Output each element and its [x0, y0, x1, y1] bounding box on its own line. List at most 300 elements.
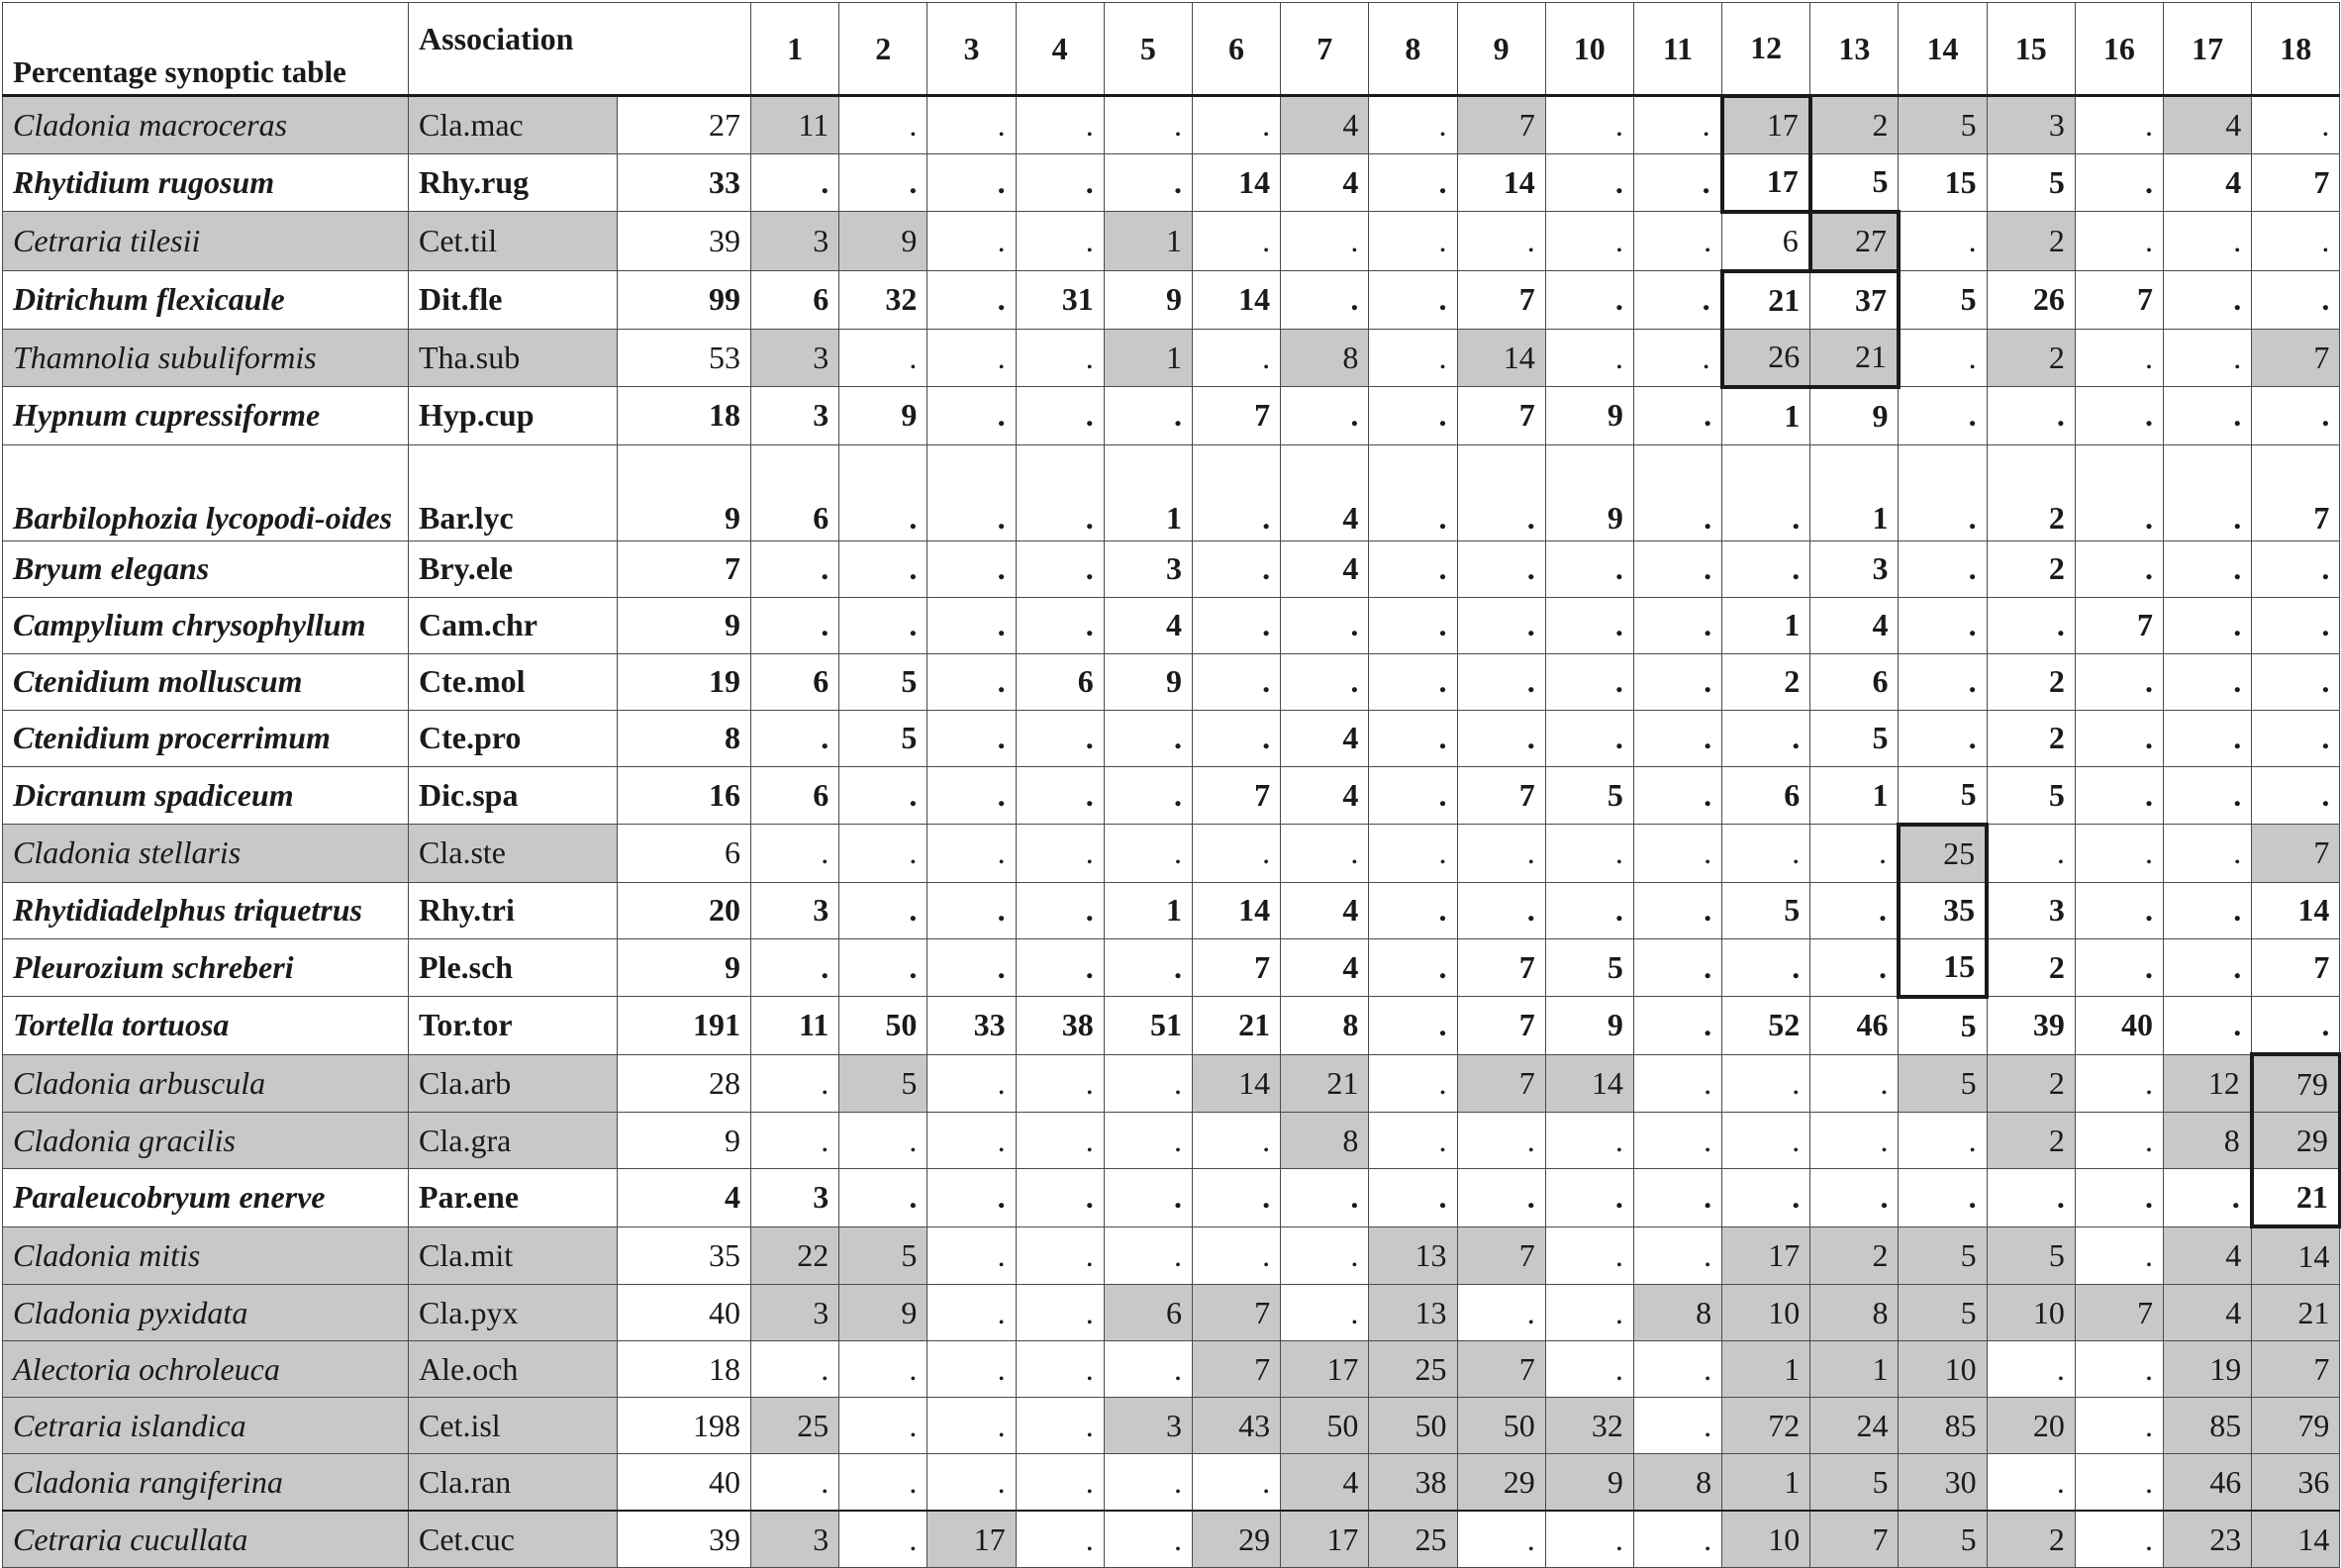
value-cell: .	[2164, 444, 2252, 540]
species-total-cell: 99	[618, 271, 751, 330]
value-cell: 4	[1281, 882, 1369, 938]
value-cell: .	[927, 540, 1016, 597]
header-row	[3, 3, 2340, 96]
value-cell: .	[1016, 766, 1104, 825]
value-cell: .	[1104, 1113, 1192, 1169]
value-cell: .	[1104, 1226, 1192, 1285]
value-cell: .	[1545, 1226, 1633, 1285]
value-cell: .	[1457, 882, 1545, 938]
table-row	[3, 1169, 2340, 1227]
species-name-cell: Cladonia mitis	[3, 1226, 409, 1285]
value-cell: .	[1016, 329, 1104, 387]
value-cell: .	[1545, 271, 1633, 330]
value-cell: 4	[1281, 710, 1369, 766]
value-cell: .	[1633, 882, 1721, 938]
species-abbreviation-cell: Cte.mol	[409, 653, 618, 710]
value-cell: .	[839, 1113, 927, 1169]
species-abbreviation-cell: Cla.arb	[409, 1054, 618, 1113]
value-cell: .	[1369, 825, 1457, 883]
table-row	[3, 1341, 2340, 1398]
table-row	[3, 96, 2340, 154]
value-cell: 1	[1810, 766, 1899, 825]
value-cell: .	[2075, 1398, 2163, 1454]
value-cell: .	[1104, 153, 1192, 212]
value-cell: 7	[1192, 387, 1280, 445]
value-cell: .	[1633, 387, 1721, 445]
value-cell: 9	[839, 1285, 927, 1341]
value-cell: .	[839, 882, 927, 938]
value-cell: 7	[1457, 96, 1545, 154]
value-cell: .	[1016, 153, 1104, 212]
species-total-cell: 7	[618, 540, 751, 597]
species-total-cell: 9	[618, 597, 751, 653]
species-abbreviation-cell: Cla.ran	[409, 1454, 618, 1512]
table-row	[3, 938, 2340, 997]
species-total-cell: 16	[618, 766, 751, 825]
value-cell: 7	[2252, 444, 2340, 540]
column-header: 18	[2252, 3, 2340, 96]
table-row	[3, 1054, 2340, 1113]
species-abbreviation-cell: Cla.ste	[409, 825, 618, 883]
value-cell: .	[1633, 1511, 1721, 1568]
value-cell: 6	[1810, 653, 1899, 710]
value-cell: .	[2075, 1454, 2163, 1512]
value-cell: 17	[1722, 1226, 1810, 1285]
value-cell: .	[1281, 825, 1369, 883]
value-cell: 1	[1722, 597, 1810, 653]
value-cell: .	[1104, 1454, 1192, 1512]
value-cell: 5	[1899, 1511, 1987, 1568]
value-cell: .	[1369, 96, 1457, 154]
value-cell: .	[1369, 444, 1457, 540]
column-header: 1	[751, 3, 839, 96]
value-cell: .	[927, 1285, 1016, 1341]
value-cell: .	[1192, 653, 1280, 710]
value-cell: .	[2164, 540, 2252, 597]
value-cell: .	[2075, 825, 2163, 883]
value-cell: .	[2075, 1341, 2163, 1398]
value-cell: .	[1633, 997, 1721, 1055]
value-cell: .	[839, 540, 927, 597]
value-cell: 9	[1810, 387, 1899, 445]
value-cell: 85	[1899, 1398, 1987, 1454]
table-row	[3, 271, 2340, 330]
column-header: 16	[2075, 3, 2163, 96]
value-cell: 1	[1722, 1341, 1810, 1398]
value-cell: 15	[1899, 153, 1987, 212]
value-cell: .	[1633, 825, 1721, 883]
value-cell: 7	[2252, 153, 2340, 212]
value-cell: 14	[1192, 153, 1280, 212]
value-cell: 6	[1722, 766, 1810, 825]
value-cell: 4	[2164, 96, 2252, 154]
value-cell: 17	[1281, 1341, 1369, 1398]
value-cell: 13	[1369, 1226, 1457, 1285]
value-cell: .	[2252, 271, 2340, 330]
value-cell: .	[2075, 1054, 2163, 1113]
value-cell: .	[927, 153, 1016, 212]
value-cell: 2	[1810, 96, 1899, 154]
value-cell: .	[2164, 653, 2252, 710]
value-cell: .	[927, 653, 1016, 710]
value-cell: .	[1104, 1054, 1192, 1113]
value-cell: 2	[1987, 1054, 2075, 1113]
value-cell: .	[1545, 710, 1633, 766]
value-cell: .	[1192, 96, 1280, 154]
column-header: 11	[1633, 3, 1721, 96]
value-cell: .	[751, 153, 839, 212]
table-row	[3, 825, 2340, 883]
species-abbreviation-cell: Cla.pyx	[409, 1285, 618, 1341]
species-name-cell: Cetraria cucullata	[3, 1511, 409, 1568]
value-cell: .	[2252, 710, 2340, 766]
value-cell: 4	[1281, 96, 1369, 154]
value-cell: 3	[751, 882, 839, 938]
value-cell: 4	[1810, 597, 1899, 653]
value-cell: 7	[1810, 1511, 1899, 1568]
value-cell: 5	[1899, 1285, 1987, 1341]
value-cell: .	[1369, 1054, 1457, 1113]
species-name-cell: Ctenidium molluscum	[3, 653, 409, 710]
value-cell: 25	[751, 1398, 839, 1454]
table-row	[3, 1454, 2340, 1512]
value-cell: 14	[2252, 1511, 2340, 1568]
value-cell: 5	[1987, 153, 2075, 212]
species-total-cell: 27	[618, 96, 751, 154]
value-cell: .	[839, 825, 927, 883]
value-cell: .	[1369, 766, 1457, 825]
value-cell: 50	[1281, 1398, 1369, 1454]
value-cell: .	[1722, 1054, 1810, 1113]
value-cell: .	[1545, 212, 1633, 271]
value-cell: 2	[1987, 329, 2075, 387]
column-header: 5	[1104, 3, 1192, 96]
value-cell: .	[2075, 153, 2163, 212]
value-cell: .	[1016, 540, 1104, 597]
value-cell: .	[2075, 96, 2163, 154]
value-cell: .	[1545, 1169, 1633, 1227]
value-cell: .	[1104, 387, 1192, 445]
value-cell: 3	[1104, 1398, 1192, 1454]
value-cell: 5	[1899, 1054, 1987, 1113]
value-cell: .	[1987, 825, 2075, 883]
value-cell: 5	[1722, 882, 1810, 938]
value-cell: 40	[2075, 997, 2163, 1055]
value-cell: .	[2164, 329, 2252, 387]
value-cell: 14	[1457, 329, 1545, 387]
species-total-cell: 198	[618, 1398, 751, 1454]
species-abbreviation-cell: Tor.tor	[409, 997, 618, 1055]
value-cell: .	[751, 540, 839, 597]
value-cell: 7	[2252, 1341, 2340, 1398]
value-cell: .	[1104, 710, 1192, 766]
species-abbreviation-cell: Cam.chr	[409, 597, 618, 653]
value-cell: .	[1810, 938, 1899, 997]
value-cell: .	[1016, 882, 1104, 938]
value-cell: .	[751, 825, 839, 883]
value-cell: .	[927, 597, 1016, 653]
value-cell: .	[1369, 540, 1457, 597]
species-abbreviation-cell: Tha.sub	[409, 329, 618, 387]
value-cell: .	[1987, 597, 2075, 653]
species-abbreviation-cell: Cet.isl	[409, 1398, 618, 1454]
value-cell: 17	[1722, 96, 1810, 154]
value-cell: 12	[2164, 1054, 2252, 1113]
value-cell: .	[927, 444, 1016, 540]
value-cell: 6	[751, 766, 839, 825]
column-header: 4	[1016, 3, 1104, 96]
value-cell: 26	[1987, 271, 2075, 330]
table-row	[3, 329, 2340, 387]
value-cell: .	[1633, 1226, 1721, 1285]
value-cell: .	[1633, 329, 1721, 387]
value-cell: .	[1545, 1341, 1633, 1398]
value-cell: .	[1016, 1341, 1104, 1398]
species-total-cell: 191	[618, 997, 751, 1055]
value-cell: 52	[1722, 997, 1810, 1055]
value-cell: 9	[839, 212, 927, 271]
value-cell: .	[1457, 825, 1545, 883]
value-cell: .	[1369, 710, 1457, 766]
value-cell: 1	[1722, 1454, 1810, 1512]
value-cell: 5	[1545, 938, 1633, 997]
species-name-cell: Barbilophozia lycopodi-oides	[3, 444, 409, 540]
value-cell: .	[1281, 271, 1369, 330]
value-cell: .	[1104, 1511, 1192, 1568]
value-cell: .	[1633, 540, 1721, 597]
value-cell: 79	[2252, 1398, 2340, 1454]
value-cell: .	[1545, 96, 1633, 154]
value-cell: .	[2075, 1169, 2163, 1227]
value-cell: 4	[1281, 938, 1369, 997]
species-abbreviation-cell: Rhy.rug	[409, 153, 618, 212]
value-cell: 21	[1192, 997, 1280, 1055]
value-cell: .	[2075, 329, 2163, 387]
value-cell: .	[1104, 1169, 1192, 1227]
value-cell: 7	[1457, 938, 1545, 997]
value-cell: .	[927, 766, 1016, 825]
value-cell: .	[1192, 710, 1280, 766]
value-cell: .	[751, 597, 839, 653]
value-cell: .	[1369, 153, 1457, 212]
species-name-cell: Dicranum spadiceum	[3, 766, 409, 825]
value-cell: .	[1016, 1169, 1104, 1227]
value-cell: .	[1192, 1226, 1280, 1285]
species-total-cell: 39	[618, 1511, 751, 1568]
value-cell: .	[1192, 1454, 1280, 1512]
value-cell: 3	[751, 1169, 839, 1227]
value-cell: .	[1810, 825, 1899, 883]
value-cell: .	[1016, 597, 1104, 653]
species-abbreviation-cell: Hyp.cup	[409, 387, 618, 445]
value-cell: 79	[2252, 1054, 2340, 1113]
value-cell: .	[1192, 1113, 1280, 1169]
table-row	[3, 997, 2340, 1055]
value-cell: .	[1633, 710, 1721, 766]
value-cell: .	[1457, 710, 1545, 766]
value-cell: .	[1545, 882, 1633, 938]
value-cell: .	[1633, 1054, 1721, 1113]
value-cell: 2	[1987, 540, 2075, 597]
value-cell: .	[1633, 597, 1721, 653]
value-cell: 7	[2252, 938, 2340, 997]
value-cell: .	[1457, 1511, 1545, 1568]
column-header: 2	[839, 3, 927, 96]
value-cell: 30	[1899, 1454, 1987, 1512]
value-cell: .	[1369, 271, 1457, 330]
species-abbreviation-cell: Cte.pro	[409, 710, 618, 766]
value-cell: .	[2075, 387, 2163, 445]
value-cell: 36	[2252, 1454, 2340, 1512]
value-cell: .	[1633, 1398, 1721, 1454]
value-cell: .	[1369, 882, 1457, 938]
value-cell: .	[2164, 1169, 2252, 1227]
value-cell: 4	[1281, 540, 1369, 597]
column-header: 8	[1369, 3, 1457, 96]
value-cell: 9	[839, 387, 927, 445]
value-cell: .	[1545, 653, 1633, 710]
value-cell: .	[927, 710, 1016, 766]
value-cell: .	[1987, 1169, 2075, 1227]
value-cell: .	[1457, 540, 1545, 597]
value-cell: 10	[1722, 1285, 1810, 1341]
value-cell: .	[1369, 1113, 1457, 1169]
value-cell: 17	[1281, 1511, 1369, 1568]
value-cell: .	[751, 710, 839, 766]
value-cell: .	[1192, 597, 1280, 653]
value-cell: .	[2075, 212, 2163, 271]
value-cell: .	[1104, 1341, 1192, 1398]
value-cell: .	[2252, 212, 2340, 271]
value-cell: .	[1633, 766, 1721, 825]
species-name-cell: Cladonia macroceras	[3, 96, 409, 154]
value-cell: 10	[1722, 1511, 1810, 1568]
value-cell: 3	[1987, 96, 2075, 154]
species-name-cell: Campylium chrysophyllum	[3, 597, 409, 653]
species-name-cell: Rhytidium rugosum	[3, 153, 409, 212]
value-cell: .	[1281, 653, 1369, 710]
value-cell: .	[1722, 540, 1810, 597]
value-cell: 7	[2075, 271, 2163, 330]
value-cell: 32	[839, 271, 927, 330]
value-cell: 43	[1192, 1398, 1280, 1454]
value-cell: .	[751, 1113, 839, 1169]
table-body	[3, 96, 2340, 1568]
value-cell: 8	[1810, 1285, 1899, 1341]
value-cell: 29	[2252, 1113, 2340, 1169]
value-cell: 7	[2075, 1285, 2163, 1341]
species-abbreviation-cell: Cla.mit	[409, 1226, 618, 1285]
value-cell: .	[1810, 1169, 1899, 1227]
value-cell: 14	[1192, 882, 1280, 938]
value-cell: 7	[1192, 938, 1280, 997]
value-cell: 23	[2164, 1511, 2252, 1568]
value-cell: 7	[1457, 1054, 1545, 1113]
value-cell: 5	[1899, 997, 1987, 1055]
value-cell: 25	[1369, 1511, 1457, 1568]
value-cell: 21	[2252, 1169, 2340, 1227]
table-row	[3, 1398, 2340, 1454]
value-cell: .	[1369, 387, 1457, 445]
table-row	[3, 766, 2340, 825]
value-cell: .	[927, 938, 1016, 997]
value-cell: 3	[751, 1511, 839, 1568]
value-cell: 7	[1192, 1285, 1280, 1341]
species-name-cell: Thamnolia subuliformis	[3, 329, 409, 387]
species-total-cell: 35	[618, 1226, 751, 1285]
species-abbreviation-cell: Ale.och	[409, 1341, 618, 1398]
value-cell: .	[927, 1054, 1016, 1113]
value-cell: .	[1899, 540, 1987, 597]
value-cell: .	[2075, 1226, 2163, 1285]
value-cell: .	[1369, 1169, 1457, 1227]
value-cell: .	[927, 329, 1016, 387]
value-cell: 22	[751, 1226, 839, 1285]
value-cell: 17	[927, 1511, 1016, 1568]
value-cell: .	[2164, 882, 2252, 938]
association-header: Association	[409, 3, 751, 96]
value-cell: 21	[1281, 1054, 1369, 1113]
value-cell: .	[1016, 710, 1104, 766]
value-cell: 3	[1987, 882, 2075, 938]
value-cell: .	[1899, 1113, 1987, 1169]
species-total-cell: 18	[618, 1341, 751, 1398]
value-cell: .	[1281, 387, 1369, 445]
table-row	[3, 882, 2340, 938]
value-cell: 46	[2164, 1454, 2252, 1512]
value-cell: .	[1457, 653, 1545, 710]
value-cell: .	[1633, 96, 1721, 154]
value-cell: .	[927, 271, 1016, 330]
value-cell: .	[1899, 597, 1987, 653]
value-cell: .	[2252, 766, 2340, 825]
value-cell: .	[2252, 387, 2340, 445]
value-cell: .	[1457, 212, 1545, 271]
value-cell: 4	[1104, 597, 1192, 653]
value-cell: .	[839, 96, 927, 154]
value-cell: 11	[751, 96, 839, 154]
species-name-cell: Bryum elegans	[3, 540, 409, 597]
value-cell: 4	[1281, 444, 1369, 540]
value-cell: .	[1016, 387, 1104, 445]
species-name-cell: Cladonia gracilis	[3, 1113, 409, 1169]
synoptic-table-container	[2, 2, 2341, 1568]
value-cell: 5	[839, 1054, 927, 1113]
table-row	[3, 212, 2340, 271]
value-cell: .	[927, 1113, 1016, 1169]
value-cell: 1	[1722, 387, 1810, 445]
value-cell: .	[839, 1169, 927, 1227]
value-cell: .	[1192, 212, 1280, 271]
value-cell: .	[1633, 1113, 1721, 1169]
value-cell: .	[1457, 1285, 1545, 1341]
value-cell: .	[2075, 653, 2163, 710]
value-cell: 24	[1810, 1398, 1899, 1454]
value-cell: .	[2164, 938, 2252, 997]
value-cell: .	[927, 96, 1016, 154]
value-cell: 14	[1192, 1054, 1280, 1113]
value-cell: .	[1104, 825, 1192, 883]
value-cell: 6	[1016, 653, 1104, 710]
value-cell: .	[927, 825, 1016, 883]
value-cell: 15	[1899, 938, 1987, 997]
value-cell: .	[2075, 444, 2163, 540]
value-cell: 31	[1016, 271, 1104, 330]
species-total-cell: 39	[618, 212, 751, 271]
value-cell: 3	[751, 387, 839, 445]
value-cell: .	[2075, 710, 2163, 766]
value-cell: 2	[1722, 653, 1810, 710]
